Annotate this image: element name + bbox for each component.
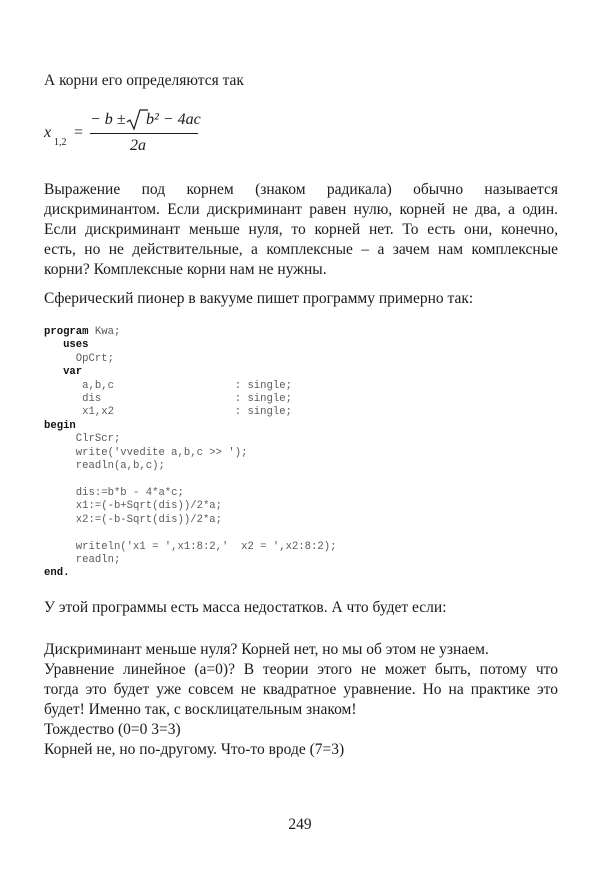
code-line (44, 500, 336, 513)
code-text: OpCrt; (75, 352, 114, 365)
code-text: x1:=(-b+Sqrt(dis))/2*a; (75, 500, 223, 513)
code-line (44, 353, 336, 366)
code-keyword: end. (44, 567, 70, 580)
formula-subscript: 1,2 (54, 137, 67, 148)
text-line: тогда это будет уже совсем не квадратное уравнение. Но на практике это (44, 681, 558, 698)
code-line (44, 420, 336, 433)
code-keyword: program (44, 326, 89, 338)
formula-denominator: 2a (130, 137, 146, 154)
code-text: a,b,c : single; (82, 379, 292, 392)
formula-radicand: b² − 4ac (146, 111, 201, 128)
code-line (44, 527, 336, 540)
formula-var: x (44, 124, 52, 141)
text-line: Тождество (0=0 3=3) (44, 721, 181, 738)
code-line (44, 447, 336, 460)
page-number: 249 (288, 816, 312, 833)
code-text: readln(a,b,c); (75, 460, 165, 473)
code-line (44, 473, 336, 486)
code-text: dis : single; (82, 393, 292, 406)
code-line (44, 554, 336, 567)
text-line: Если дискриминант меньше нуля, то корней нет. То есть они, конечно, (44, 221, 558, 238)
sqrt-sign-icon (126, 108, 148, 132)
code-keyword: var (63, 366, 83, 379)
code-line (44, 567, 336, 580)
code-line (44, 406, 336, 419)
text-line: Выражение под корнем (знаком радикала) обычно называется (44, 181, 558, 198)
text-line: будет! Именно так, с восклицательным знаком! (44, 701, 357, 718)
code-line (44, 514, 336, 527)
code-text: x2:=(-b-Sqrt(dis))/2*a; (75, 513, 223, 526)
code-block (44, 326, 336, 581)
code-line (44, 487, 336, 500)
intro-text: А корни его определяются так (44, 72, 244, 89)
paragraph-pioneer: Сферический пионер в вакууме пишет программу примерно так: (44, 290, 474, 307)
text-line: есть, но не действительные, а комплексные – а зачем нам комплексные (44, 241, 558, 258)
code-line (44, 460, 336, 473)
paragraph-drawbacks: У этой программы есть масса недостатков. А что будет если: (44, 599, 447, 616)
code-line (44, 433, 336, 446)
code-keyword: uses (63, 339, 89, 352)
formula-numerator-minus-b: − b ± (90, 111, 126, 128)
text-line: корни? Комплексные корни нам не нужны. (44, 261, 327, 278)
quadratic-formula (44, 108, 244, 163)
paragraph-discriminant (44, 180, 558, 280)
code-line (44, 326, 336, 339)
code-text: write('vvedite a,b,c >> '); (75, 446, 248, 459)
code-line (44, 380, 336, 393)
code-line (44, 393, 336, 406)
code-keyword: begin (44, 419, 76, 432)
paragraph-cases (44, 640, 558, 760)
text-line: Корней не, но по-другому. Что-то вроде (7=3) (44, 741, 345, 758)
code-text: writeln('x1 = ',x1:8:2,' x2 = ',x2:8:2); (75, 540, 337, 553)
code-text: x1,x2 : single; (82, 406, 292, 419)
code-line (44, 339, 336, 352)
formula-equals: = (74, 124, 84, 141)
code-text: Kwa; (88, 326, 121, 338)
code-line (44, 366, 336, 379)
code-text: readln; (75, 553, 121, 566)
code-line (44, 541, 336, 554)
code-text: dis:=b*b - 4*a*c; (75, 486, 184, 499)
fraction-bar (90, 133, 198, 134)
text-line: Дискриминант меньше нуля? Корней нет, но мы об этом не узнаем. (44, 641, 489, 658)
code-text: ClrScr; (75, 433, 121, 446)
text-line: Уравнение линейное (a=0)? В теории этого не может быть, потому что (44, 661, 558, 678)
text-line: дискриминантом. Если дискриминант равен нулю, корней не два, а один. (44, 201, 558, 218)
